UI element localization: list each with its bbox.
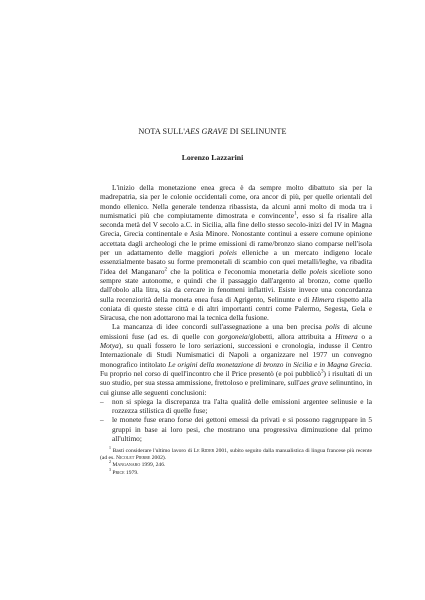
list-dash: –	[100, 415, 104, 425]
list-item	[100, 415, 372, 443]
text-run: 1979.	[124, 469, 139, 476]
text-run: 2002).	[150, 455, 167, 462]
title-aes-grave: AES GRAVE	[185, 127, 228, 136]
author-name: Price	[112, 469, 125, 476]
article-title	[0, 127, 425, 136]
footnote-number: 2	[109, 460, 111, 465]
footnote-ref-3: 3	[320, 368, 324, 375]
footnote-number: 3	[109, 467, 111, 472]
text-run: rispetto alla coniata di queste stesse città e di altri importanti centri come Palermo, Segesta, Gela e Siracusa, che non adottarono mai la tecnica della fusione.	[100, 294, 372, 323]
italic-term: polis	[325, 322, 340, 332]
text-run: Basti considerare l'ultimo lavoro di	[112, 448, 194, 454]
author-name: Le Rider	[193, 448, 215, 454]
text-run: , esso si fa risalire alla seconda metà del V secolo a.C. in Sicilia, alla fine dello stesso secolo-inizi del IV in Magna Grecia, Grecia continentale e Asia Minore. Nonostante continui a essere comune opinione accettata dagli archeologi che le prime emissioni di rame/bronzo siano comparse nell'isola per un adattamento delle maggiori	[100, 210, 373, 258]
text-run: 1999, 246.	[140, 462, 166, 469]
author-name: Nicolet Pierre	[116, 455, 151, 462]
conference-title: Le origini della monetazione di bronzo in Sicilia e in Magna Grecia	[168, 359, 371, 369]
italic-term: gorgoneia	[217, 331, 248, 341]
text-run: siceliote sono sempre state autonome, e quindi che il passaggio dall'argento al bronzo, come quello dall'obolo alla litra, sia da cercare in fenomeni inflattivi. Esiste invece una concordanza sulla recenziorità della moneta enea fusa di Agrigento, Selinunte e di	[100, 266, 372, 304]
text-run: ) i risultati di un suo studio, per sua stessa ammissione, frettoloso e preliminare, sull'	[100, 368, 372, 388]
italic-term: Motya	[100, 341, 119, 351]
list-item-text: le monete fuse erano forse dei gettoni emessi da privati e si possono raggruppare in 5 gruppi in base ai loro pesi, che mostrano una progressiva diminuzione dal primo all'ultimo;	[112, 415, 372, 444]
text-run: /globetti, allora attribuita a	[247, 331, 336, 341]
italic-term: Himera	[335, 331, 358, 341]
footnote-ref-1: 1	[294, 210, 297, 217]
footnote-1	[100, 448, 372, 462]
footnote-3	[100, 467, 372, 477]
paragraph-2	[100, 322, 372, 396]
text-run: L'inizio della monetazione enea greca è da sempre molto dibattuto sia per la madrepatria, sia per le colonie occidentali come, ora ancor di più, per quelle orientali del mondo ellenico. Nella generale tendenza ribassista, da alcuni anni molto di moda tra i numismatici più che compiutamente dimostrata e convincente	[100, 183, 372, 220]
text-run: che la politica e l'economia monetaria delle	[167, 266, 310, 276]
author-name: Manganaro	[112, 462, 141, 469]
footnote-ref-2: 2	[164, 266, 168, 273]
list-item-text: non si spiega la discrepanza tra l'alta qualità delle emissioni argentee selinusie e la rozzezza stilistica di quelle fuse;	[112, 396, 372, 416]
article-body	[100, 183, 372, 443]
text-run: . Fu proprio nel corso di quell'incontro che il Price presentò (e poi pubblicò	[100, 359, 372, 378]
italic-term: aes grave	[299, 378, 328, 388]
italic-term: Himera	[311, 294, 335, 304]
footnote-2	[100, 462, 372, 469]
footnote-number: 1	[109, 446, 111, 451]
text-run: 2001, subito seguito dalla manualistica di lingua francese più recente (ad es.	[100, 448, 372, 462]
text-run: o a	[357, 331, 372, 341]
paragraph-1	[100, 183, 372, 322]
article-author: Lorenzo Lazzarini	[181, 153, 244, 162]
list-dash: –	[100, 396, 104, 406]
text-run: selinuntino, in cui giunse alle seguenti conclusioni:	[100, 378, 372, 397]
conclusions-list	[100, 397, 372, 443]
list-item	[100, 397, 372, 416]
text-run: ), su quali fossero le loro seriazioni, successioni e cronologia, indusse il Centro Internazionale di Studi Numismatici di Napoli a organizzare nel 1977 un convegno monografico intitolato	[100, 341, 372, 369]
footnotes	[100, 448, 372, 477]
title-pre: NOTA SULL'	[138, 127, 185, 136]
text-run: La mancanza di idee concordi sull'assegnazione a una ben precisa	[112, 322, 326, 332]
italic-term: poleis	[309, 266, 328, 276]
text-run: elleniche a un mercato indigeno locale essenzialmente basato su forme premonetali di scambio con quei metalli/leghe, va ribadita l'idea del Manganaro	[100, 248, 372, 276]
italic-term: poleis	[219, 248, 237, 258]
text-run: di alcune emissioni fuse (ad es. di quelle con	[100, 322, 372, 341]
title-post: DI SELINUNTE	[227, 127, 287, 136]
